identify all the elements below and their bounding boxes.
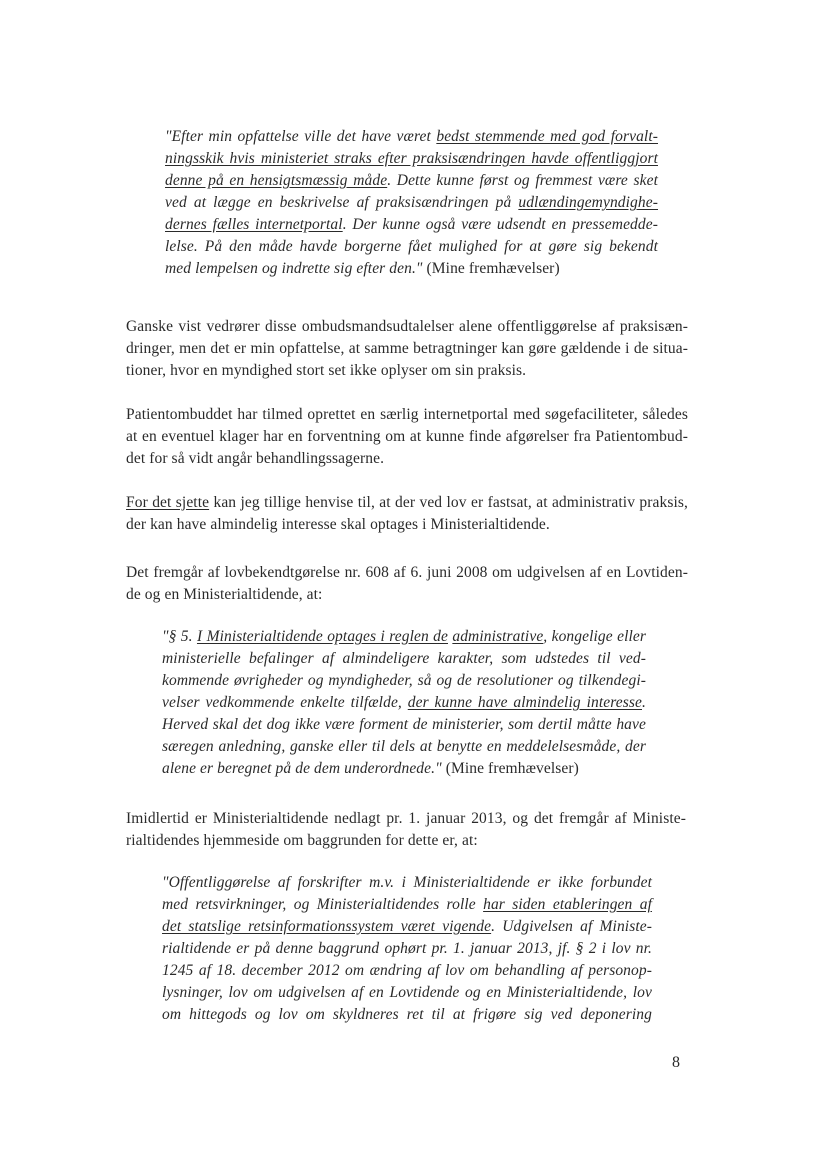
paragraph-line: Ganske vist vedrører disse ombudsmandsudtalelser alene offentliggørelse af praksisæn-: [126, 318, 688, 335]
paragraph-line: der kan have almindelig interesse skal optages i Ministerialtidende.: [126, 516, 550, 533]
quote-line: særegen anledning, ganske eller til dels at benytte en meddelelsesmåde, der: [162, 738, 646, 755]
quote-line: med lempelsen og indrette sig efter den." (Mine fremhævelser): [165, 260, 560, 277]
paragraph-line: det for så vidt angår behandlingssagerne.: [126, 450, 385, 467]
quote-emphasis-note: (Mine fremhævelser): [445, 760, 579, 777]
quote-line: kommende øvrigheder og myndigheder, så og de resolutioner og tilkendegi-: [162, 672, 646, 689]
quote-line: "Efter min opfattelse ville det have været bedst stemmende med god forvalt-: [165, 128, 658, 145]
quote-line: alene er beregnet på de dem underordnede." (Mine fremhævelser): [162, 760, 579, 777]
quote-line: "Offentliggørelse af forskrifter m.v. i Ministerialtidende er ikke forbundet: [162, 874, 652, 891]
underlined-heading: For det sjette: [126, 494, 210, 511]
paragraph-line: Imidlertid er Ministerialtidende nedlagt pr. 1. januar 2013, og det fremgår af Ministe-: [126, 810, 686, 827]
quote-line: om hittegods og lov om skyldneres ret til at frigøre sig ved deponering: [162, 1006, 652, 1023]
quote-line: "§ 5. I Ministerialtidende optages i reglen de administrative, kongelige eller: [162, 628, 646, 645]
quote-emphasis-note: (Mine fremhævelser): [426, 260, 560, 277]
paragraph-line: For det sjette kan jeg tillige henvise til, at der ved lov er fastsat, at administrativ praksis,: [126, 494, 688, 511]
quote-line: ningsskik hvis ministeriet straks efter praksisændringen havde offentliggjort: [165, 150, 658, 167]
paragraph-line: at en eventuel klager har en forventning om at kunne finde afgørelser fra Patientombud-: [126, 428, 688, 445]
paragraph-line: de og en Ministerialtidende, at:: [126, 586, 323, 603]
paragraph-line: rialtidendes hjemmeside om baggrunden for dette er, at:: [126, 832, 478, 849]
paragraph-line: Det fremgår af lovbekendtgørelse nr. 608 af 6. juni 2008 om udgivelsen af en Lovtiden-: [126, 564, 688, 581]
quote-line: Herved skal det dog ikke være forment de ministerier, som dertil måtte have: [162, 716, 646, 733]
paragraph-line: dringer, men det er min opfattelse, at samme betragtninger kan gøre gældende i de situa-: [126, 340, 688, 357]
paragraph-line: Patientombuddet har tilmed oprettet en særlig internetportal med søgefaciliteter, således: [126, 406, 688, 423]
quote-line: 1245 af 18. december 2012 om ændring af lov om behandling af personop-: [162, 962, 652, 979]
quote-line: ministerielle befalinger af almindeligere karakter, som udstedes til ved-: [162, 650, 646, 667]
quote-line: lelse. På den måde havde borgerne fået mulighed for at gøre sig bekendt: [165, 238, 658, 255]
page-number: 8: [672, 1054, 680, 1071]
quote-line: dernes fælles internetportal. Der kunne også være udsendt en pressemedde-: [165, 216, 658, 233]
quote-line: rialtidende er på denne baggrund ophørt pr. 1. januar 2013, jf. § 2 i lov nr.: [162, 940, 652, 957]
quote-line: med retsvirkninger, og Ministerialtidendes rolle har siden etableringen af: [162, 896, 652, 913]
quote-line: velser vedkommende enkelte tilfælde, der kunne have almindelig interesse.: [162, 694, 646, 711]
quote-line: denne på en hensigtsmæssig måde. Dette kunne først og fremmest være sket: [165, 172, 658, 189]
quote-line: lysninger, lov om udgivelsen af en Lovtidende og en Ministerialtidende, lov: [162, 984, 652, 1001]
quote-line: ved at lægge en beskrivelse af praksisændringen på udlændingemyndighe-: [165, 194, 658, 211]
quote-line: det statslige retsinformationssystem været vigende. Udgivelsen af Ministe-: [162, 918, 652, 935]
paragraph-line: tioner, hvor en myndighed stort set ikke oplyser om sin praksis.: [126, 362, 527, 379]
